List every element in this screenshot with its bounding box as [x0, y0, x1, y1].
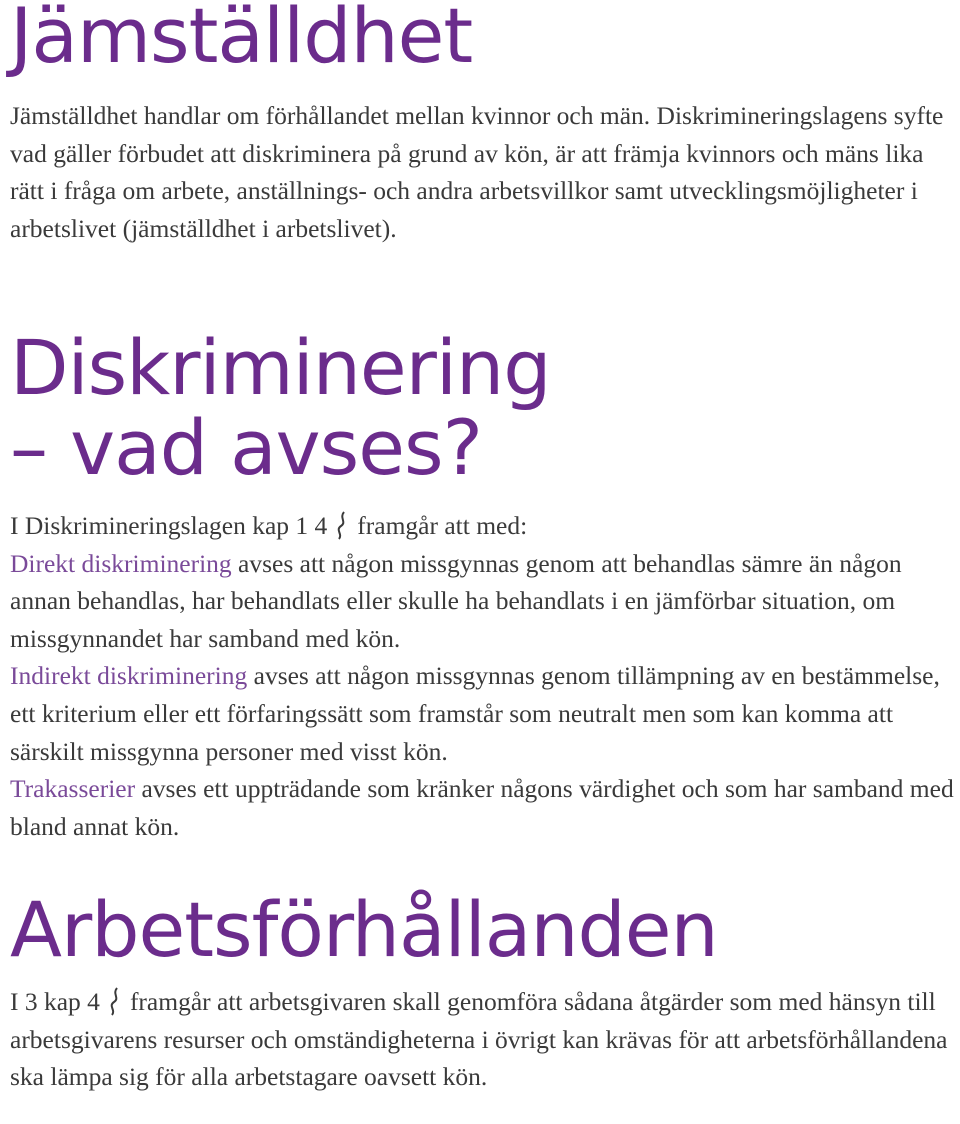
definition-trakasserier: avses ett uppträdande som kränker någons värdighet och som har samband med bland annat kön.: [10, 774, 954, 841]
heading-arbetsforhallanden: Arbetsförhållanden: [10, 885, 718, 974]
paragraph-jamstalldhet: Jämställdhet handlar om förhållandet mellan kvinnor och män. Diskrimineringslagens syfte vad gäller förbudet att diskriminera på grund av kön, är att främja kvinnors och mäns lika rätt i fråga om arbete, anställnings- och andra arbetsvillkor samt utvecklingsmöjligheter i arbetslivet (jämställdhet i arbetslivet).: [10, 101, 944, 243]
term-trakasserier: Trakasserier: [10, 774, 136, 804]
body-text-after: framgår att arbetsgivaren skall genomföra sådana åtgärder som med hänsyn till arbetsgivarens resurser och omständigheterna i övrigt kan krävas för att arbetsförhållandena ska lämpa sig för alla arbetstagare oavsett kön.: [10, 987, 948, 1092]
heading-jamstalldhet: Jämställdhet: [10, 0, 473, 80]
paragraph-arbetsforhallanden: [10, 983, 955, 1096]
term-indirekt-diskriminering: Indirekt diskriminering: [10, 661, 248, 691]
heading-diskriminering-line1: Diskriminering: [10, 323, 551, 412]
intro-text-after: framgår att med:: [357, 511, 528, 540]
term-direkt-diskriminering: Direkt diskriminering: [10, 548, 232, 578]
heading-diskriminering: [10, 323, 551, 492]
section-sign-icon: [104, 986, 126, 1016]
section-sign-icon: [331, 510, 353, 540]
definition-direkt: avses att någon missgynnas genom att behandlas sämre än någon annan behandlas, har behandlats eller skulle ha behandlats i en jämförbar situation, om missgynnandet har samband med kön.: [10, 548, 902, 653]
body-text-before: I 3 kap 4: [10, 987, 100, 1016]
paragraph-diskriminering: [10, 507, 955, 845]
intro-text-before: I Diskrimineringslagen kap 1 4: [10, 511, 328, 540]
definition-indirekt: avses att någon missgynnas genom tillämpning av en bestämmelse, ett kriterium eller ett förfaringssätt som framstår som neutralt men som kan komma att särskilt missgynna personer med visst kön.: [10, 661, 940, 766]
heading-diskriminering-line2: – vad avses?: [10, 403, 482, 492]
